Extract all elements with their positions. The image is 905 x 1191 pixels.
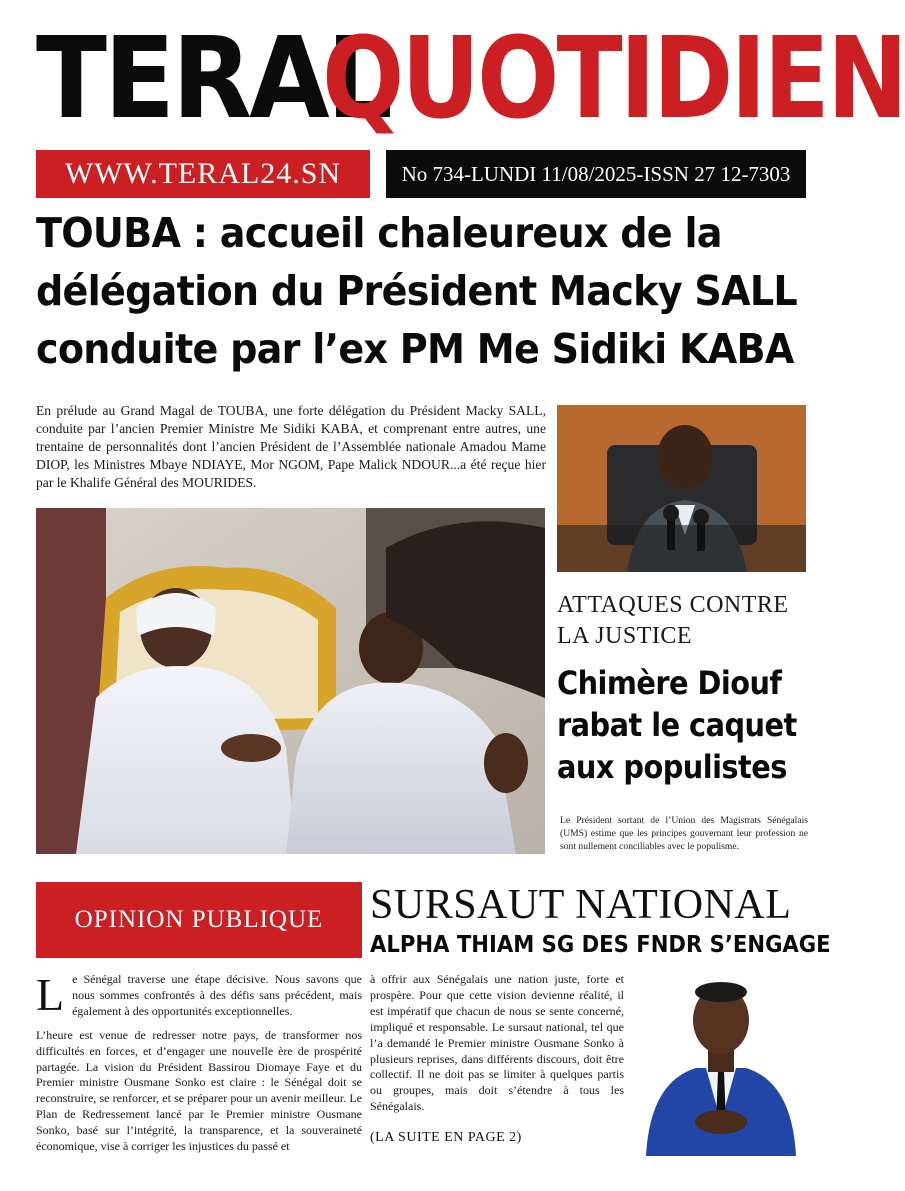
website-label: WWW.TERAL24.SN bbox=[64, 157, 342, 190]
headline-line: TOUBA : accueil chaleureux de la bbox=[36, 209, 722, 257]
issue-banner bbox=[386, 150, 806, 198]
delegation-photo-illustration bbox=[36, 508, 545, 854]
opinion-label-text: OPINION PUBLIQUE bbox=[74, 906, 324, 933]
side-story-title bbox=[557, 662, 797, 788]
headline-line: conduite par l’ex PM Me Sidiki KABA bbox=[36, 325, 794, 373]
side-title-line: aux populistes bbox=[557, 748, 787, 786]
main-story-lead: En prélude au Grand Magal de TOUBA, une forte délégation du Président Macky SALL, conduite par l’ancien Premier Ministre Me Sidiki KABA, et comprenant entre autres, une trentaine de personnalités dont l’ancien Président de l’Assemblée nationale Amadou Mame DIOP, les Ministres Mbaye NDIAYE, Mor NGOM, Pape Malick NDOUR...a été reçue hier par le Khalife Général des MOURIDES. bbox=[36, 403, 546, 490]
speaker-photo-illustration bbox=[557, 405, 806, 572]
speaker-photo bbox=[557, 405, 806, 572]
opinion-column-2: à offrir aux Sénégalais une nation juste, forte et prospère. Pour que cette vision devienne réalité, il est impératif que chacun de nous se sente concerné, impliqué et responsable. Le sursaut national, tel que l’a demandé le Premier ministre Ousmane Sonko à plusieurs reprises, dans différents discours, doit être collectif. Il ne doit pas se limiter à quelques partis ou groupes, mais doit s’étendre à tous les Sénégalais. bbox=[370, 972, 624, 1114]
website-banner[interactable] bbox=[36, 150, 370, 198]
opinion-column-1 bbox=[36, 969, 362, 1163]
opinion-para1-text: e Sénégal traverse une étape décisive. Nous savons que nous sommes confrontés à des défis sans précédent, mais également à des opportunités exceptionnelles. bbox=[72, 972, 362, 1018]
main-headline bbox=[36, 204, 797, 378]
author-portrait-illustration bbox=[636, 972, 806, 1156]
drop-cap: L bbox=[36, 969, 65, 1020]
opinion-subtitle: ALPHA THIAM SG DES FNDR S’ENGAGE bbox=[370, 932, 831, 958]
opinion-section-label bbox=[36, 882, 362, 958]
issue-line: No 734-LUNDI 11/08/2025-ISSN 27 12-7303 bbox=[401, 161, 791, 186]
masthead-title-teral: TERAL bbox=[36, 12, 390, 145]
masthead-title-quotidien: QUOTIDIEN bbox=[322, 12, 905, 145]
opinion-title: SURSAUT NATIONAL bbox=[370, 882, 792, 928]
side-title-line: rabat le caquet bbox=[557, 706, 797, 744]
continued-notice: (LA SUITE EN PAGE 2) bbox=[370, 1130, 522, 1145]
headline-line: délégation du Président Macky SALL bbox=[36, 267, 797, 315]
side-story-kicker: ATTAQUES CONTRE LA JUSTICE bbox=[557, 592, 789, 649]
author-portrait bbox=[636, 972, 806, 1156]
side-title-line: Chimère Diouf bbox=[557, 664, 782, 702]
opinion-paragraph: L’heure est venue de redresser notre pays, de transformer nos difficultés en forces, et d’engager une nouvelle ère de prospérité partagée. La vision du Président Bassirou Diomaye Faye et du Premier ministre Ousmane Sonko est claire : le Sénégal doit se reconstruire, se renforcer, et se préparer pour un avenir meilleur. Le Plan de Redressement lancé par le Premier ministre Ousmane Sonko, basé sur l’intégrité, la transparence, et la souveraineté économique, vise à corriger les injustices du passé et bbox=[36, 1027, 362, 1154]
side-story-text: Le Président sortant de l’Union des Magistrats Sénégalais (UMS) estime que les principes gouvernant leur profession ne sont nullement conciliables avec le populisme. bbox=[560, 815, 808, 852]
opinion-paragraph bbox=[36, 969, 362, 1020]
delegation-photo bbox=[36, 508, 545, 854]
